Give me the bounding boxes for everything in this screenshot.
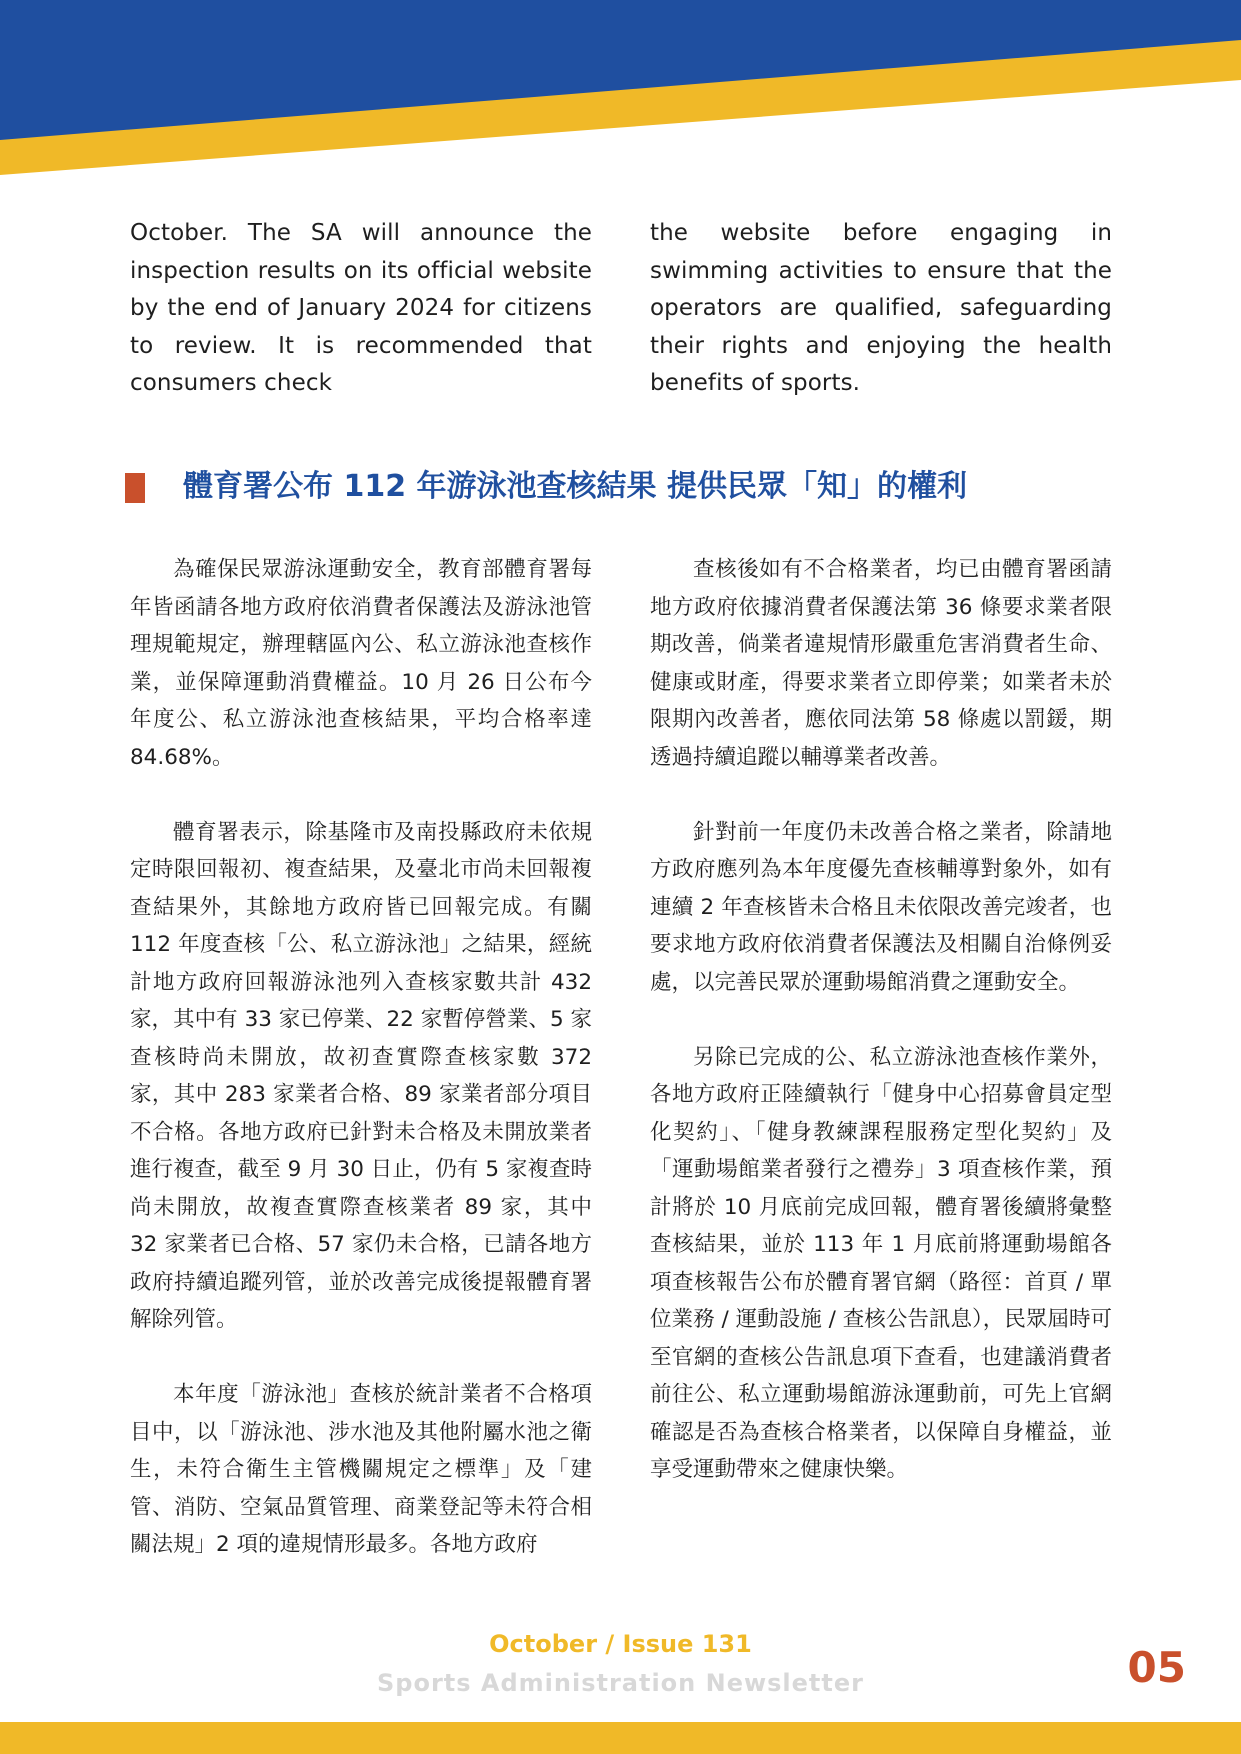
bottom-bar [0,1722,1241,1754]
paragraph: 本年度「游泳池」查核於統計業者不合格項目中，以「游泳池、涉水池及其他附屬水池之衛生，未符合衛生主管機關規定之標準」及「建管、消防、空氣品質管理、商業登記等未符合相關法規」2 項的違規情形最多。各地方政府 [130,1382,592,1557]
paragraph: 針對前一年度仍未改善合格之業者，除請地方政府應列為本年度優先查核輔導對象外，如有連續 2 年查核皆未合格且未依限改善完竣者，也要求地方政府依消費者保護法及相關自治條例妥處，以完善民眾於運動場館消費之運動安全。 [650,819,1112,995]
paragraph: 另除已完成的公、私立游泳池查核作業外，各地方政府正陸續執行「健身中心招募會員定型化契約」、「健身教練課程服務定型化契約」及「運動場館業者發行之禮券」3 項查核作業，預計將於 10 月底前完成回報，體育署後續將彙整查核結果，並於 113 年 1 月底前將運動場館各項查核報告公布於體育署官網（路徑：首頁 / 單位業務 / 運動設施 / 查核公告訊息），民眾屆時可至官網的查核公告訊息項下查看，也建議消費者前往公、私立運動場館游泳運動前，可先上官網確認是否為查核合格業者，以保障自身權益，並享受運動帶來之健康快樂。 [650,1044,1112,1482]
english-column-left: October. The SA will announce the inspection results on its official website by the end of January 2024 for citizens to review. It is recommended that consumers check [130,220,592,396]
paragraph: 為確保民眾游泳運動安全，教育部體育署每年皆函請各地方政府依消費者保護法及游泳池管理規範規定，辦理轄區內公、私立游泳池查核作業，並保障運動消費權益。10 月 26 日公布今年度公、私立游泳池查核結果，平均合格率達 84.68%。 [130,557,592,770]
top-banner [0,0,1241,180]
paragraph: 體育署表示，除基隆市及南投縣政府未依規定時限回報初、複查結果，及臺北市尚未回報複查結果外，其餘地方政府皆已回報完成。有關 112 年度查核「公、私立游泳池」之結果，經統計地方政府回報游泳池列入查核家數共計 432 家，其中有 33 家已停業、22 家暫停營業、5 家查核時尚未開放，故初查實際查核家數 372 家，其中 283 家業者合格、89 家業者部分項目不合格。各地方政府已針對未合格及未開放業者進行複查，截至 9 月 30 日止，仍有 5 家複查時尚未開放，故複查實際查核業者 89 家，其中 32 家業者已合格、57 家仍未合格，已請各地方政府持續追蹤列管，並於改善完成後提報體育署解除列管。 [130,819,592,1332]
heading-marker [125,473,145,503]
section-heading: 體育署公布 112 年游泳池查核結果 提供民眾「知」的權利 [183,469,967,504]
chinese-column-left [130,551,592,1601]
english-column-right: the website before engaging in swimming activities to ensure that the operators are qualified, safeguarding their rights and enjoying the health benefits of sports. [650,220,1112,396]
footer-publication-name: Sports Administration Newsletter [376,1669,864,1697]
paragraph: 查核後如有不合格業者，均已由體育署函請地方政府依據消費者保護法第 36 條要求業者限期改善，倘業者違規情形嚴重危害消費者生命、健康或財產，得要求業者立即停業；如業者未於限期內改善者，應依同法第 58 條處以罰鍰，期透過持續追蹤以輔導業者改善。 [650,557,1112,770]
footer-issue: October / Issue 131 [489,1630,752,1658]
chinese-column-right [650,551,1112,1526]
page-number: 05 [1127,1643,1186,1692]
